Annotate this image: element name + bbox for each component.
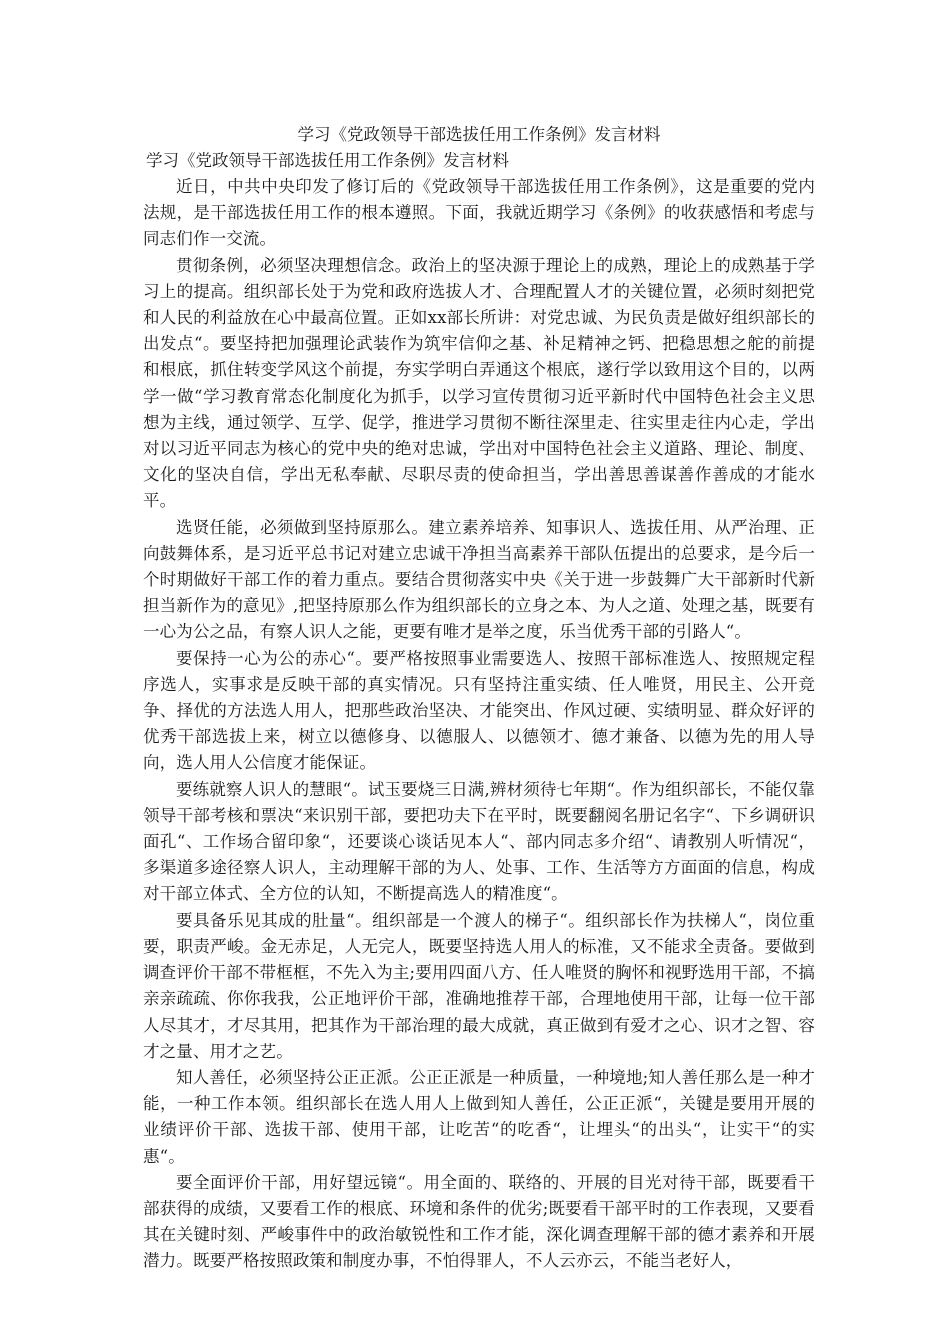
paragraph-intro: 近日，中共中央印发了修订后的《党政领导干部选拔任用工作条例》，这是重要的党内法规，是干部选拔任用工作的根本遵照。下面，我就近期学习《条例》的收获感悟和考虑与同志们作一交流。 <box>143 177 815 249</box>
document-title: 学习《党政领导干部选拔任用工作条例》发言材料 <box>297 125 661 144</box>
paragraph-principles: 选贤任能，必须做到坚持原那么。建立素养培养、知事识人、选拔任用、从严治理、正向鼓舞体系，是习近平总书记对建立忠诚干净担当高素养干部队伍提出的总要求，是今后一个时期做好干部工作的着力重点。要结合贯彻落实中央《关于进一步鼓舞广大干部新时代新担当新作为的意见》,把坚持原那么作为组织部长的立身之本、为人之道、处理之基，既要有一心为公之品，有察人识人之能，更要有唯才是举之度，乐当优秀干部的引路人“。 <box>143 517 815 642</box>
paragraph-ideals: 贯彻条例，必须坚决理想信念。政治上的坚决源于理论上的成熟，理论上的成熟基于学习上的提高。组织部长处于为党和政府选拔人才、合理配置人才的关键位置，必须时刻把党和人民的利益放在心中最高位置。正如xx部长所讲：对党忠诚、为民负责是做好组织部长的出发点“。要坚持把加强理论武装作为筑牢信仰之基、补足精神之钙、把稳思想之舵的前提和根底，抓住转变学风这个前提，夯实学明白弄通这个根底，遂行学以致用这个目的，以两学一做“学习教育常态化制度化为抓手，以学习宣传贯彻习近平新时代中国特色社会主义思想为主线，通过领学、互学、促学，推进学习贯彻不断往深里走、往实里走往内心走，学出对以习近平同志为核心的党中央的绝对忠诚，学出对中国特色社会主义道路、理论、制度、文化的坚决自信，学出无私奉献、尽职尽责的使命担当，学出善思善谋善作善成的才能水平。 <box>143 255 815 511</box>
paragraph-telescope: 要全面评价干部，用好望远镜“。用全面的、联络的、开展的目光对待干部，既要看干部获得的成绩，又要看工作的根底、环境和条件的优劣;既要看干部平时的工作表现，又要看其在关键时刻、严峻事件中的政治敏锐性和工作才能，深化调查理解干部的德才素养和开展潜力。既要严格按照政策和制度办事，不怕得罪人，不人云亦云，不能当老好人， <box>143 1172 815 1271</box>
paragraph-fairness: 知人善任，必须坚持公正正派。公正正派是一种质量，一种境地;知人善任那么是一种才能，一种工作本领。组织部长在选人用人上做到知人善任，公正正派“，关键是要用开展的业绩评价干部、选拔干部、使用干部，让吃苦“的吃香“，让埋头“的出头“，让实干“的实惠“。 <box>143 1067 815 1166</box>
document-subtitle: 学习《党政领导干部选拔任用工作条例》发言材料 <box>146 151 509 170</box>
paragraph-public-heart: 要保持一心为公的赤心“。要严格按照事业需要选人、按照干部标准选人、按照规定程序选人，实事求是反映干部的真实情况。只有坚持注重实绩、任人唯贤，用民主、公开竞争、择优的方法选人用人，把那些政治坚决、才能突出、作风过硬、实绩明显、群众好评的优秀干部选拔上来，树立以德修身、以德服人、以德领才、德才兼备、以德为先的用人导向，选人用人公信度才能保证。 <box>143 648 815 773</box>
paragraph-magnanimity: 要具备乐见其成的肚量“。组织部是一个渡人的梯子“。组织部长作为扶梯人“，岗位重要，职责严峻。金无赤足，人无完人，既要坚持选人用人的标准，又不能求全责备。要做到调查评价干部不带框框，不先入为主;要用四面八方、任人唯贤的胸怀和视野选用干部，不搞亲亲疏疏、你你我我，公正地评价干部，准确地推荐干部，合理地使用干部，让每一位干部人尽其才，才尽其用，把其作为干部治理的最大成就，真正做到有爱才之心、识才之智、容才之量、用才之艺。 <box>143 910 815 1061</box>
paragraph-discerning-eye: 要练就察人识人的慧眼“。试玉要烧三日满,辨材须待七年期“。作为组织部长，不能仅靠领导干部考核和票决“来识别干部，要把功夫下在平时，既要翻阅名册记名字“、下乡调研识面孔“、工作场合留印象“，还要谈心谈话见本人“、部内同志多介绍“、请教别人听情况“，多渠道多途径察人识人，主动理解干部的为人、处事、工作、生活等方方面面的信息，构成对干部立体式、全方位的认知，不断提高选人的精准度“。 <box>143 779 815 904</box>
document-page <box>143 122 815 1275</box>
